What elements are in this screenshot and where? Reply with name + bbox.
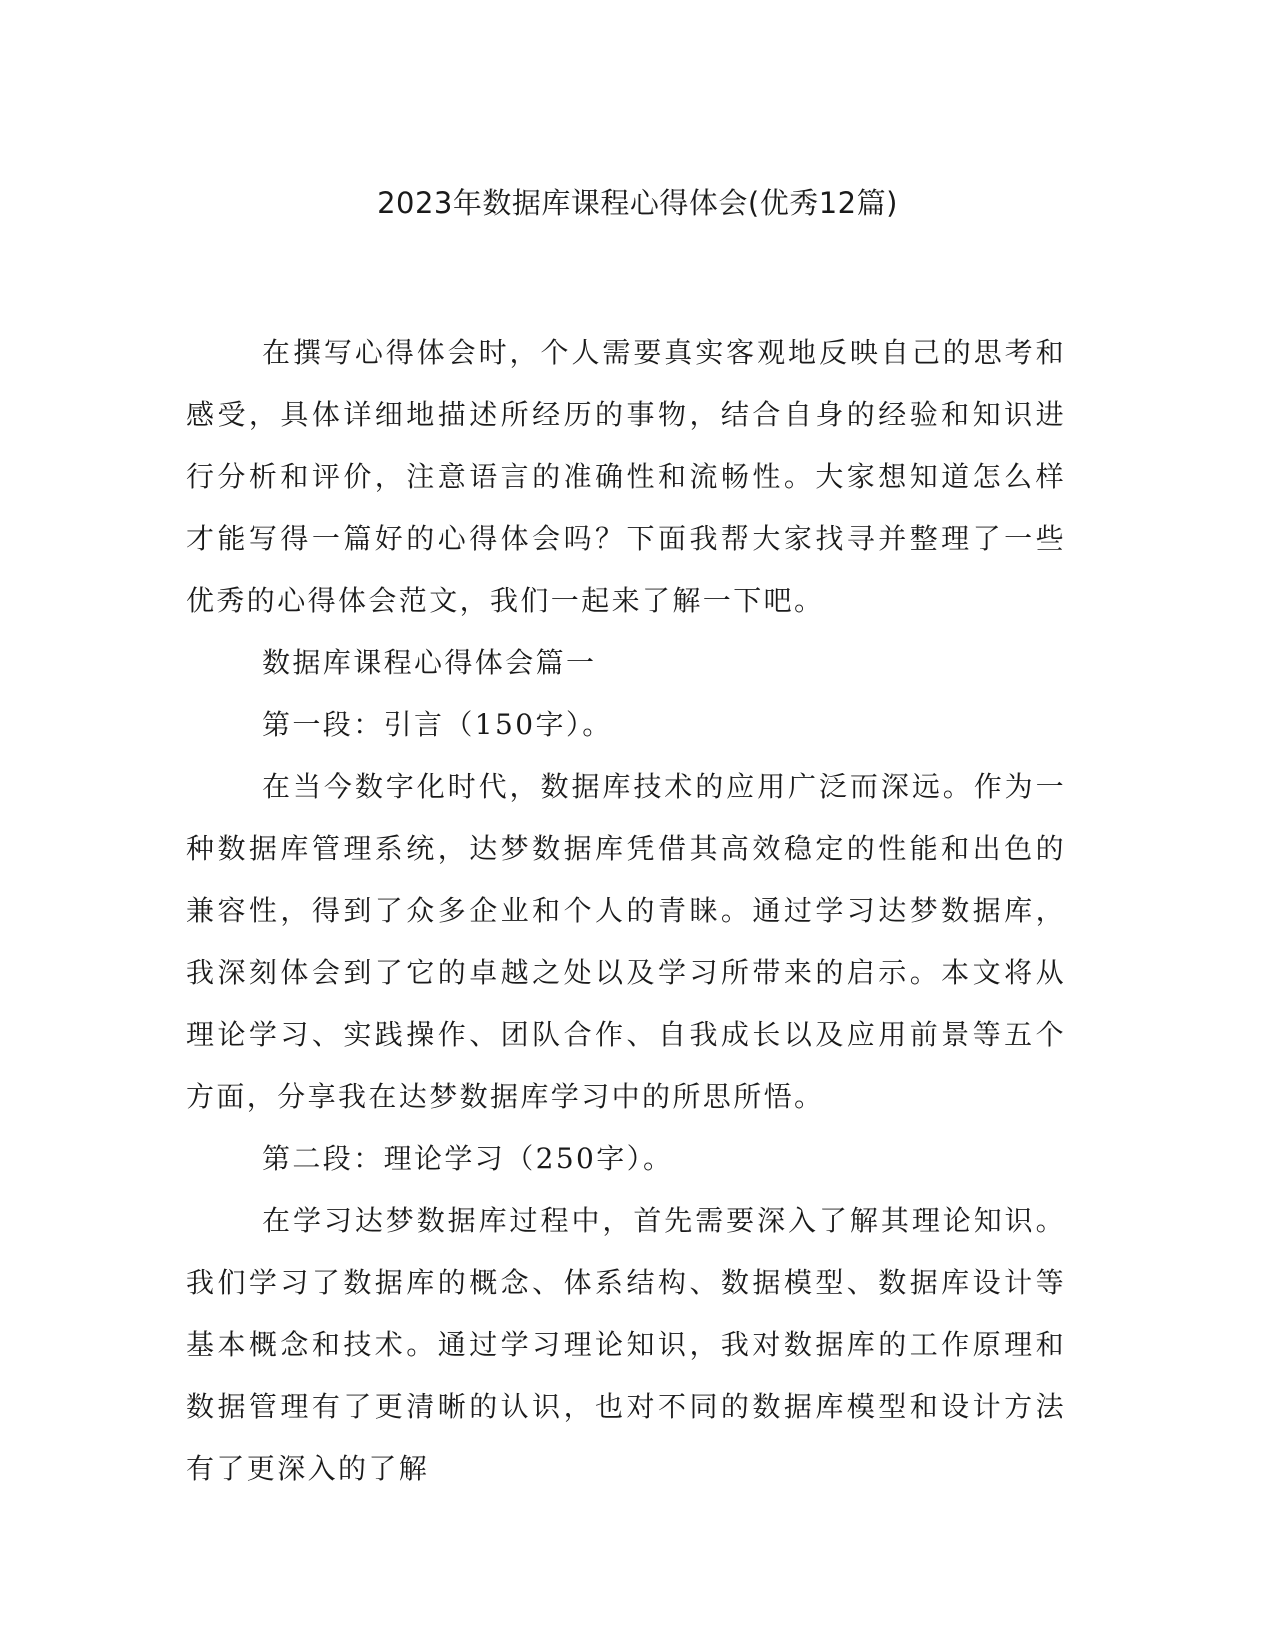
document-title: 2023年数据库课程心得体会(优秀12篇) xyxy=(377,186,898,220)
part1-heading: 第一段：引言（150字）。 xyxy=(262,708,613,741)
document-body xyxy=(186,322,1066,1500)
section-title: 数据库课程心得体会篇一 xyxy=(262,646,597,679)
part2-heading: 第二段：理论学习（250字）。 xyxy=(262,1142,674,1175)
intro-paragraph: 在撰写心得体会时，个人需要真实客观地反映自己的思考和感受，具体详细地描述所经历的事物，结合自身的经验和知识进行分析和评价，注意语言的准确性和流畅性。大家想知道怎么样才能写得一篇好的心得体会吗？下面我帮大家找寻并整理了一些优秀的心得体会范文，我们一起来了解一下吧。 xyxy=(186,336,1066,617)
part2-paragraph: 在学习达梦数据库过程中，首先需要深入了解其理论知识。我们学习了数据库的概念、体系结构、数据模型、数据库设计等基本概念和技术。通过学习理论知识，我对数据库的工作原理和数据管理有了更清晰的认识，也对不同的数据库模型和设计方法有了更深入的了解 xyxy=(186,1204,1066,1485)
part1-paragraph: 在当今数字化时代，数据库技术的应用广泛而深远。作为一种数据库管理系统，达梦数据库凭借其高效稳定的性能和出色的兼容性，得到了众多企业和个人的青睐。通过学习达梦数据库，我深刻体会到了它的卓越之处以及学习所带来的启示。本文将从理论学习、实践操作、团队合作、自我成长以及应用前景等五个方面，分享我在达梦数据库学习中的所思所悟。 xyxy=(186,770,1066,1113)
